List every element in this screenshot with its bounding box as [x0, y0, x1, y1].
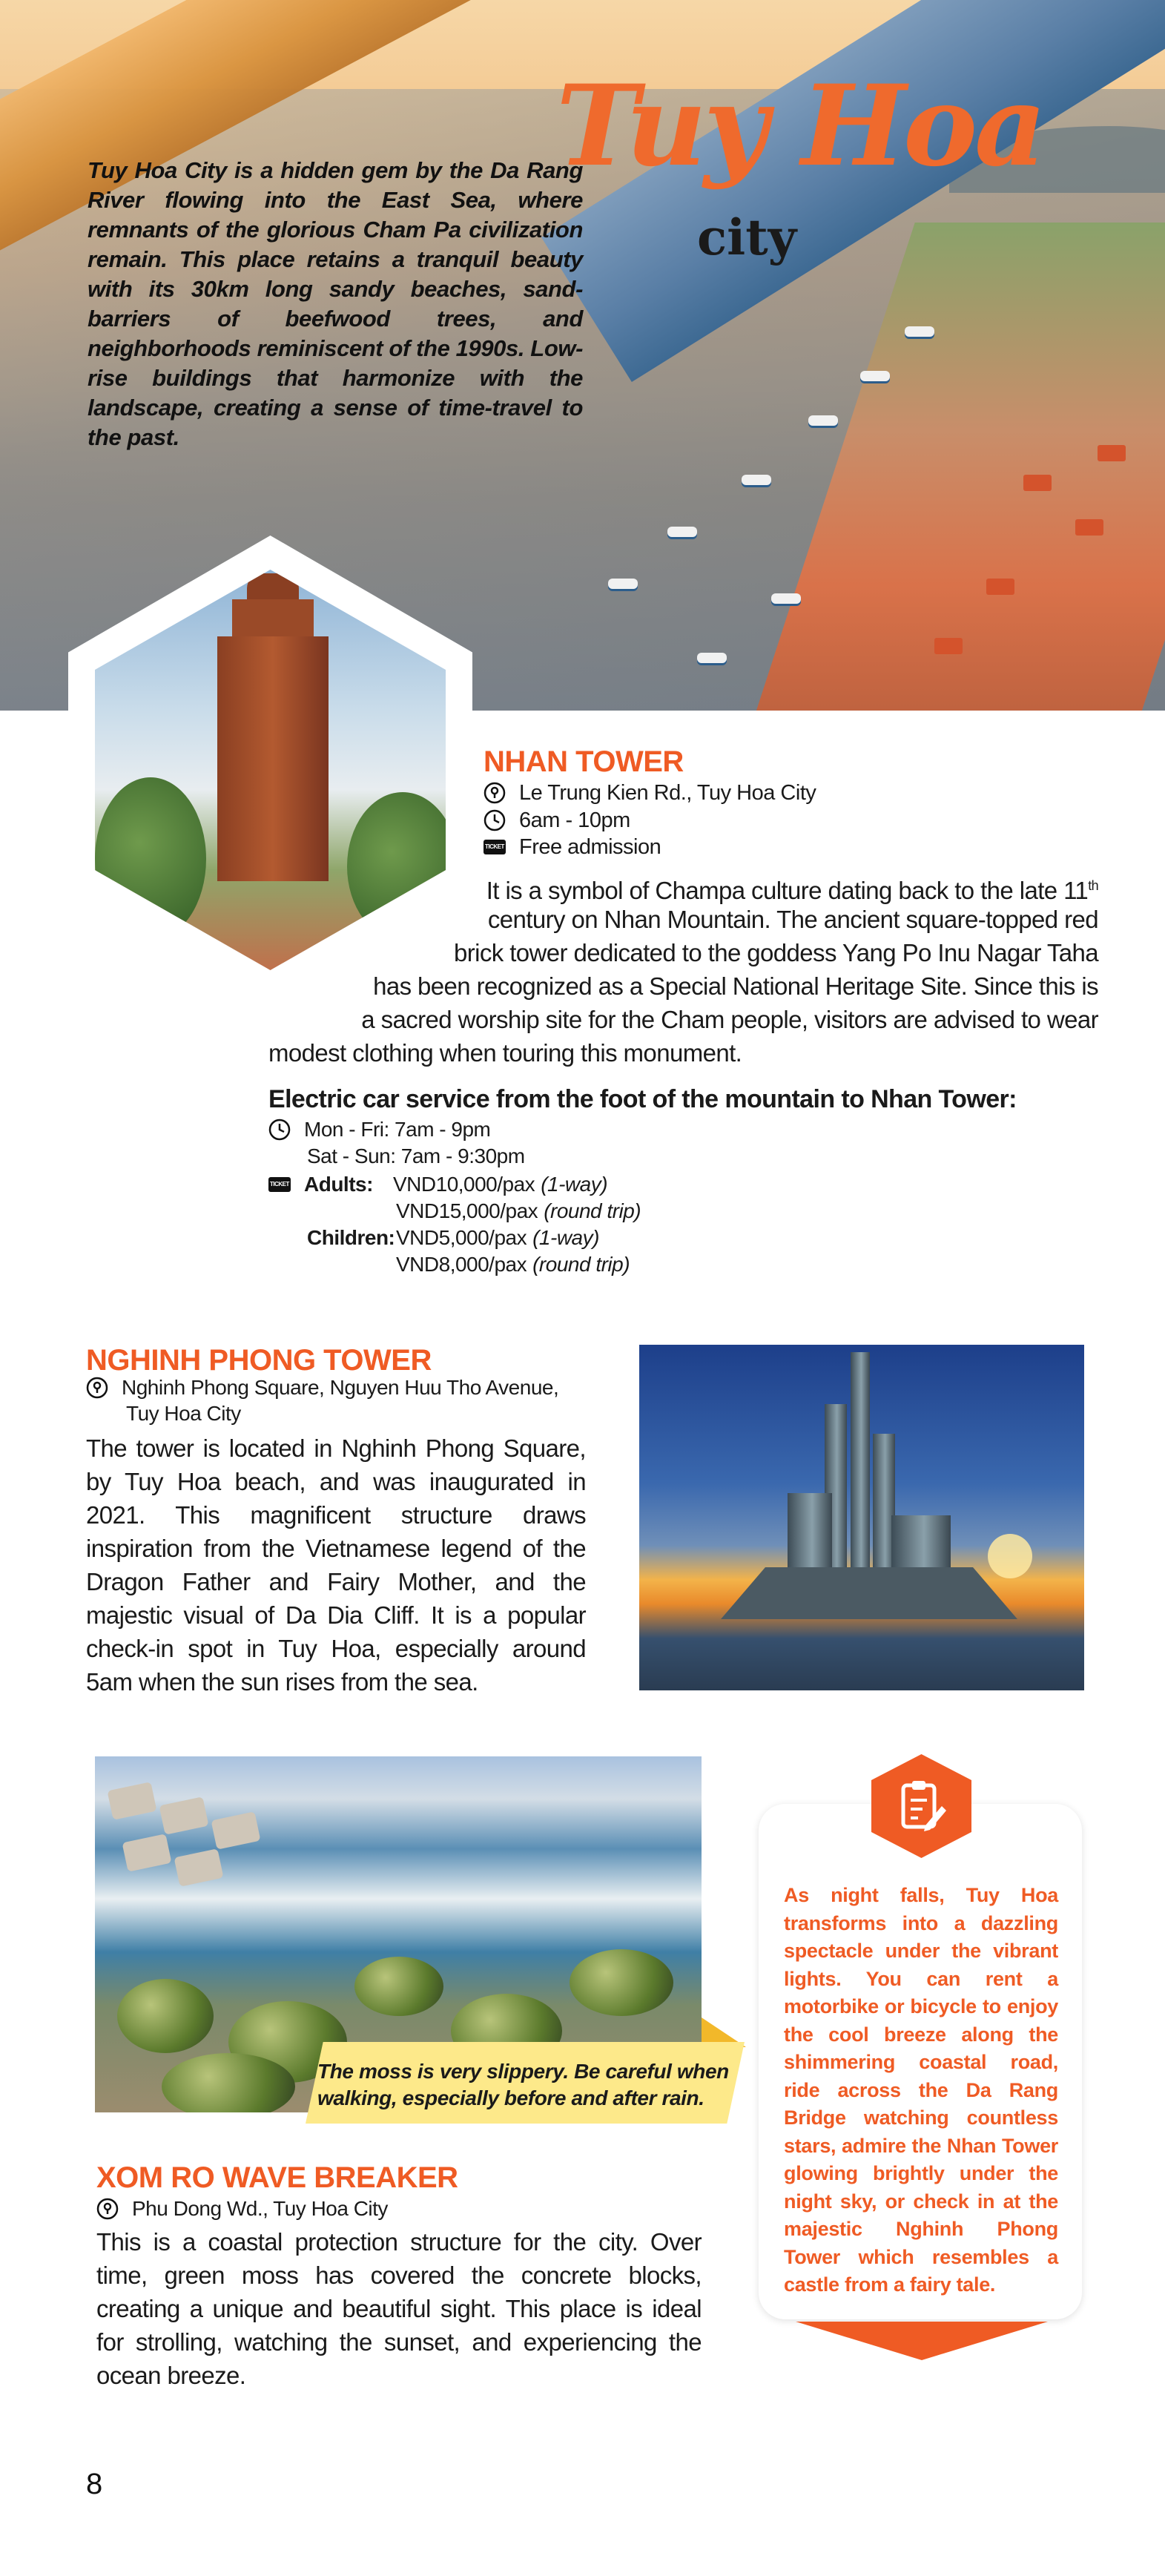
nhan-admission-row: [484, 834, 661, 860]
concrete-block: [159, 1796, 208, 1835]
ticket-icon: [484, 836, 506, 858]
adult-one-way-note: (1-way): [541, 1173, 608, 1196]
clock-icon: [484, 809, 506, 831]
concrete-block: [122, 1834, 171, 1872]
page-number: 8: [86, 2468, 103, 2500]
roof: [986, 579, 1014, 595]
boat: [697, 653, 727, 663]
concrete-block: [107, 1782, 156, 1820]
nhan-address: Le Trung Kien Rd., Tuy Hoa City: [519, 781, 816, 805]
roof: [1075, 519, 1103, 536]
location-pin-icon: [96, 2198, 119, 2220]
title-city: city: [697, 208, 797, 266]
nhan-hours: 6am - 10pm: [519, 808, 630, 832]
electric-car-title: Electric car service from the foot of the mountain to Nhan Tower:: [268, 1085, 1017, 1113]
roof: [1023, 475, 1052, 491]
nhan-desc-line-3: brick tower dedicated to the goddess Yang Po Inu Nagar Taha: [453, 939, 1098, 966]
mossy-rock: [354, 1957, 443, 2016]
tower-base: [721, 1567, 1017, 1619]
location-pin-icon: [484, 782, 506, 804]
mossy-rock: [162, 2053, 295, 2112]
adult-round-row: [396, 1198, 641, 1225]
clock-icon: [268, 1119, 291, 1141]
roof: [1098, 445, 1126, 461]
np-address-row: [86, 1374, 558, 1401]
boat: [742, 475, 771, 485]
np-address-line-1: Nghinh Phong Square, Nguyen Huu Tho Avenue,: [122, 1376, 559, 1399]
xom-ro-title: XOM RO WAVE BREAKER: [96, 2161, 458, 2194]
nghinh-phong-photo: [639, 1345, 1084, 1690]
mossy-rock: [570, 1949, 673, 2016]
nhan-desc-line-1: It is a symbol of Champa culture dating back to the late 11th: [486, 877, 1098, 904]
children-label: Children:: [307, 1226, 395, 1249]
nhan-hours-row: [484, 807, 630, 834]
child-round-note: (round trip): [532, 1253, 630, 1276]
location-pin-icon: [86, 1377, 108, 1399]
roof: [934, 638, 963, 654]
nhan-tower-title: NHAN TOWER: [484, 745, 684, 778]
xr-description: This is a coastal protection structure for the city. Over time, green moss has covered the concrete blocks, creating a unique and beautiful sight. This place is ideal for strolling, watching the sunset, and experiencing the ocean breeze.: [96, 2228, 702, 2389]
tip-arrow: [796, 2322, 1048, 2360]
nghinh-phong-title: NGHINH PHONG TOWER: [86, 1344, 432, 1377]
electric-weekday: Mon - Fri: 7am - 9pm: [304, 1118, 491, 1141]
child-one-way: VND5,000/pax: [396, 1226, 527, 1249]
nhan-desc-line-4: has been recognized as a Special National Heritage Site. Since this is: [373, 972, 1098, 1000]
intro-paragraph: Tuy Hoa City is a hidden gem by the Da Rang River flowing into the East Sea, where remnants of the glorious Cham Pa civilization remain. This place retains a tranquil beauty with its 30km long sandy beaches, sand-barriers of beefwood trees, and neighborhoods reminiscent of the 1990s. Low-rise buildings that harmonize with the landscape, creating a sense of time-travel to the past.: [88, 157, 583, 450]
adult-round: VND15,000/pax: [396, 1199, 538, 1222]
child-round: VND8,000/pax: [396, 1253, 527, 1276]
adults-label: Adults:: [304, 1173, 373, 1196]
boat: [905, 326, 934, 337]
electric-weekend: Sat - Sun: 7am - 9:30pm: [307, 1144, 525, 1167]
boat: [860, 371, 890, 381]
np-description: The tower is located in Nghinh Phong Square, by Tuy Hoa beach, and was inaugurated in 2021. This magnificent structure draws inspiration from the Vietnamese legend of the Dragon Father and Fairy Mother, and the majestic visual of Da Dia Cliff. It is a popular check-in spot in Tuy Hoa, especially around 5am when the sun rises from the sea.: [86, 1434, 586, 1696]
electric-weekday-row: [268, 1116, 490, 1143]
spire: [851, 1352, 870, 1597]
concrete-block: [211, 1811, 260, 1850]
nhan-desc-line-5: a sacred worship site for the Cham people, visitors are advised to wear: [361, 1006, 1098, 1033]
child-one-way-note: (1-way): [532, 1226, 599, 1249]
nhan-admission: Free admission: [519, 835, 661, 859]
np-address-line-2: Tuy Hoa City: [126, 1402, 241, 1425]
child-round-row: [396, 1251, 630, 1278]
adult-one-way: VND10,000/pax: [393, 1173, 535, 1196]
boat: [608, 579, 638, 589]
xr-address-row: [96, 2195, 388, 2222]
caution-text: The moss is very slippery. Be careful when walking, especially before and after rain.: [317, 2060, 729, 2109]
adult-round-note: (round trip): [544, 1199, 641, 1222]
concrete-block: [174, 1848, 223, 1887]
title-tuy-hoa: Tuy Hoa: [556, 61, 1044, 191]
adults-row: [268, 1171, 607, 1198]
tower-body: [217, 636, 329, 881]
nhan-desc-line-6: modest clothing when touring this monument.: [268, 1039, 742, 1067]
nhan-desc-line-2: century on Nhan Mountain. The ancient square-topped red: [487, 906, 1098, 933]
boat: [667, 527, 697, 537]
ticket-icon: [268, 1173, 291, 1196]
boat: [808, 415, 838, 426]
night-tip-text: As night falls, Tuy Hoa transforms into a dazzling spectacle under the vibrant lights. You can rent a motorbike or bicycle to enjoy the cool breeze along the shimmering coastal road, ride across the Da Rang Bridge watching countless stars, admire the Nhan Tower glowing brightly under the night sky, or check in at the majestic Nghinh Phong Tower which resembles a castle from a fairy tale.: [784, 1884, 1058, 2296]
xr-address: Phu Dong Wd., Tuy Hoa City: [132, 2197, 388, 2220]
boat: [771, 593, 801, 604]
sun: [988, 1534, 1032, 1578]
nhan-address-row: [484, 780, 816, 806]
children-row: [307, 1225, 599, 1251]
mossy-rock: [117, 1979, 214, 2053]
